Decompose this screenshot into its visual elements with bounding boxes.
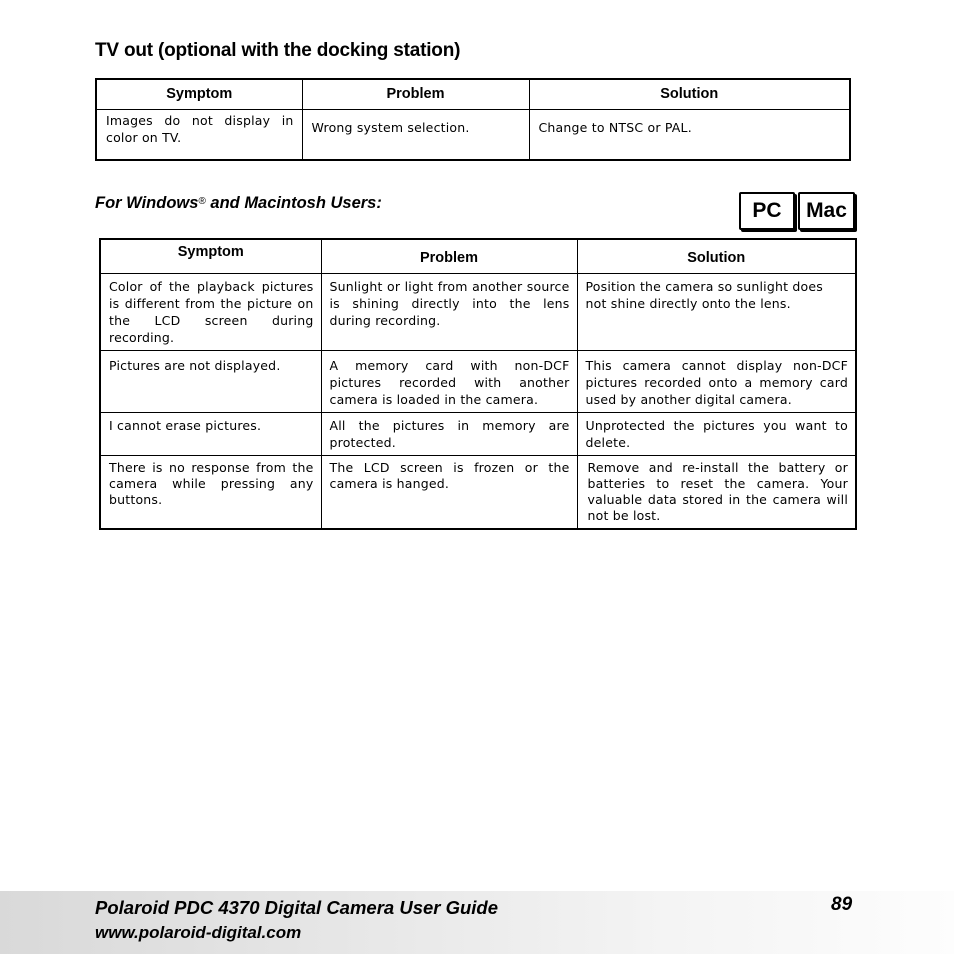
footer-title: Polaroid PDC 4370 Digital Camera User Guide: [95, 897, 499, 918]
column-header-problem: Problem: [302, 79, 529, 109]
pc-badge-icon: PC: [739, 192, 795, 230]
symptom-cell: Pictures are not displayed.: [100, 350, 321, 412]
problem-cell: Wrong system selection.: [302, 109, 529, 160]
solution-cell: Position the camera so sunlight does not shine directly onto the lens.: [577, 273, 856, 350]
pc-mac-heading: [95, 194, 382, 213]
page-number: 89: [831, 894, 853, 915]
solution-cell: Unprotected the pictures you want to delete.: [577, 412, 856, 455]
footer-url: www.polaroid-digital.com: [95, 923, 302, 942]
column-header-solution: Solution: [529, 79, 850, 109]
column-header-problem: Problem: [321, 239, 577, 273]
mac-badge-icon: Mac: [798, 192, 855, 230]
symptom-cell: There is no response from the camera while pressing any buttons.: [100, 455, 321, 529]
column-header-solution: Solution: [577, 239, 856, 273]
symptom-cell: Images do not display in color on TV.: [96, 109, 302, 160]
problem-cell: A memory card with non-DCF pictures recorded with another camera is loaded in the camera.: [321, 350, 577, 412]
column-header-symptom: Symptom: [96, 79, 302, 109]
solution-cell: Change to NTSC or PAL.: [538, 119, 692, 135]
symptom-cell: I cannot erase pictures.: [100, 412, 321, 455]
solution-cell: This camera cannot display non-DCF pictures recorded onto a memory card used by another digital camera.: [577, 350, 856, 412]
os-badges: [739, 192, 855, 230]
table-row: [100, 273, 856, 350]
problem-cell: The LCD screen is frozen or the camera is hanged.: [321, 455, 577, 529]
table-row: [100, 455, 856, 529]
table-header-row: [100, 239, 856, 273]
heading-prefix: For Windows: [95, 194, 199, 212]
heading-suffix: and Macintosh Users:: [205, 194, 382, 212]
table-row: [100, 412, 856, 455]
solution-cell: Remove and re-install the battery or batteries to reset the camera. Your valuable data stored in the camera will not be lost.: [587, 459, 848, 523]
tv-out-table: [95, 78, 851, 161]
table-row: [100, 350, 856, 412]
registered-mark: ®: [198, 196, 206, 207]
pc-mac-table: [99, 238, 857, 530]
symptom-cell: Color of the playback pictures is different from the picture on the LCD screen during recording.: [100, 273, 321, 350]
table-row: [96, 109, 850, 160]
table-header-row: [96, 79, 850, 109]
problem-cell: All the pictures in memory are protected.: [321, 412, 577, 455]
column-header-symptom: Symptom: [100, 239, 321, 273]
section-title: TV out (optional with the docking station): [95, 40, 461, 61]
problem-cell: Sunlight or light from another source is shining directly into the lens during recording.: [321, 273, 577, 350]
